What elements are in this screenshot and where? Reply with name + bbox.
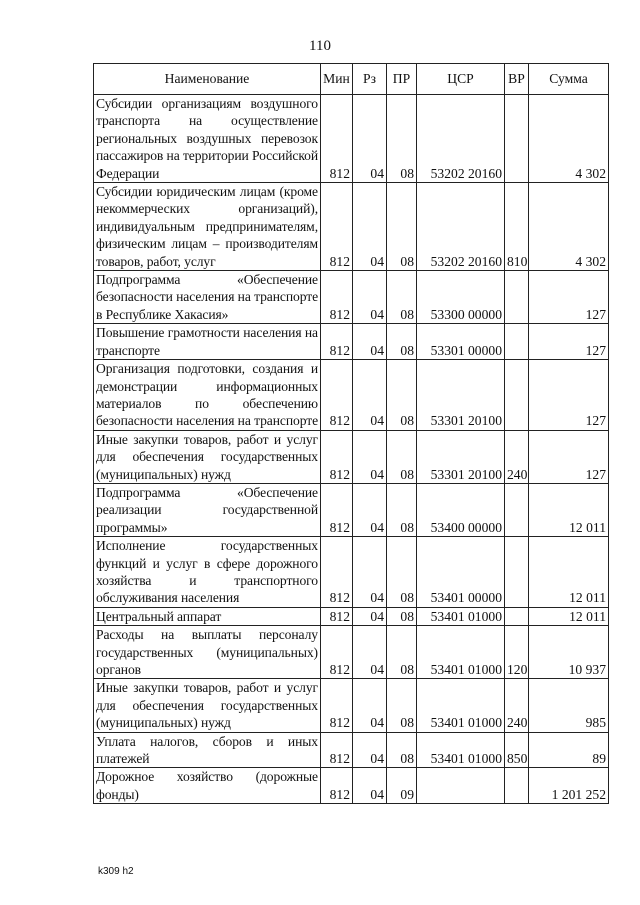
header-vr: ВР [505, 64, 529, 95]
row-rz: 04 [353, 324, 387, 360]
row-rz: 04 [353, 626, 387, 679]
table-row [94, 537, 609, 608]
page-number: 110 [309, 38, 331, 54]
header-sum: Сумма [529, 64, 609, 95]
row-csr: 53301 00000 [417, 324, 505, 360]
header-rz: Рз [353, 64, 387, 95]
row-vr [505, 271, 529, 324]
row-sum: 89 [529, 732, 609, 768]
table-row [94, 430, 609, 483]
row-rz: 04 [353, 271, 387, 324]
table-row [94, 768, 609, 804]
header-row [94, 64, 609, 95]
row-name: Иные закупки товаров, работ и услуг для обеспечения государственных (муниципальных) нужд [94, 430, 321, 483]
row-pr: 08 [387, 271, 417, 324]
row-min: 812 [321, 768, 353, 804]
header-name: Наименование [94, 64, 321, 95]
row-rz: 04 [353, 537, 387, 608]
row-name: Дорожное хозяйство (дорожные фонды) [94, 768, 321, 804]
row-rz: 04 [353, 360, 387, 431]
row-pr: 08 [387, 95, 417, 183]
row-rz: 04 [353, 607, 387, 625]
row-csr: 53401 01000 [417, 626, 505, 679]
table-row [94, 626, 609, 679]
row-min: 812 [321, 626, 353, 679]
row-min: 812 [321, 183, 353, 271]
row-name: Подпрограмма «Обеспечение реализации государственной программы» [94, 483, 321, 536]
row-sum: 12 011 [529, 483, 609, 536]
row-pr: 08 [387, 360, 417, 431]
row-sum: 4 302 [529, 183, 609, 271]
table-row [94, 271, 609, 324]
row-pr: 08 [387, 626, 417, 679]
table-body [94, 95, 609, 804]
row-name: Центральный аппарат [94, 607, 321, 625]
row-sum: 4 302 [529, 95, 609, 183]
row-pr: 08 [387, 430, 417, 483]
row-vr: 240 [505, 679, 529, 732]
table-row [94, 360, 609, 431]
table-row [94, 607, 609, 625]
row-csr: 53401 01000 [417, 679, 505, 732]
row-pr: 08 [387, 607, 417, 625]
row-csr: 53401 01000 [417, 732, 505, 768]
row-name: Организация подготовки, создания и демонстрации информационных материалов по обеспечению безопасности населения на транспорте [94, 360, 321, 431]
row-min: 812 [321, 607, 353, 625]
row-vr [505, 360, 529, 431]
row-vr: 240 [505, 430, 529, 483]
row-sum: 127 [529, 430, 609, 483]
row-rz: 04 [353, 768, 387, 804]
row-csr: 53401 01000 [417, 607, 505, 625]
row-csr: 53202 20160 [417, 183, 505, 271]
row-vr [505, 607, 529, 625]
row-pr: 08 [387, 537, 417, 608]
row-name: Субсидии юридическим лицам (кроме некоммерческих организаций), индивидуальным предпринимателям, физическим лицам – производителям товаров, работ, услуг [94, 183, 321, 271]
row-sum: 127 [529, 324, 609, 360]
row-min: 812 [321, 271, 353, 324]
footer-code: k309 h2 [98, 866, 134, 877]
table-row [94, 324, 609, 360]
header-min: Мин [321, 64, 353, 95]
row-sum: 10 937 [529, 626, 609, 679]
row-pr: 09 [387, 768, 417, 804]
row-csr: 53401 00000 [417, 537, 505, 608]
row-min: 812 [321, 95, 353, 183]
header-pr: ПР [387, 64, 417, 95]
table-row [94, 732, 609, 768]
budget-table [93, 63, 609, 804]
row-name: Подпрограмма «Обеспечение безопасности населения на транспорте в Республике Хакасия» [94, 271, 321, 324]
row-csr: 53400 00000 [417, 483, 505, 536]
row-vr: 120 [505, 626, 529, 679]
row-pr: 08 [387, 324, 417, 360]
header-csr: ЦСР [417, 64, 505, 95]
row-min: 812 [321, 732, 353, 768]
row-sum: 127 [529, 360, 609, 431]
row-pr: 08 [387, 732, 417, 768]
table-row [94, 183, 609, 271]
row-min: 812 [321, 679, 353, 732]
row-csr [417, 768, 505, 804]
row-csr: 53301 20100 [417, 430, 505, 483]
row-rz: 04 [353, 183, 387, 271]
row-vr [505, 537, 529, 608]
row-csr: 53202 20160 [417, 95, 505, 183]
row-rz: 04 [353, 430, 387, 483]
row-name: Расходы на выплаты персоналу государственных (муниципальных) органов [94, 626, 321, 679]
row-name: Уплата налогов, сборов и иных платежей [94, 732, 321, 768]
row-min: 812 [321, 430, 353, 483]
row-rz: 04 [353, 679, 387, 732]
table-row [94, 95, 609, 183]
row-vr: 850 [505, 732, 529, 768]
row-min: 812 [321, 483, 353, 536]
row-vr [505, 768, 529, 804]
row-pr: 08 [387, 679, 417, 732]
row-vr [505, 95, 529, 183]
row-sum: 12 011 [529, 607, 609, 625]
row-name: Исполнение государственных функций и услуг в сфере дорожного хозяйства и транспортного обслуживания населения [94, 537, 321, 608]
row-sum: 12 011 [529, 537, 609, 608]
row-sum: 985 [529, 679, 609, 732]
table-row [94, 483, 609, 536]
row-rz: 04 [353, 483, 387, 536]
row-rz: 04 [353, 732, 387, 768]
row-min: 812 [321, 324, 353, 360]
row-csr: 53300 00000 [417, 271, 505, 324]
row-csr: 53301 20100 [417, 360, 505, 431]
row-pr: 08 [387, 483, 417, 536]
row-name: Иные закупки товаров, работ и услуг для обеспечения государственных (муниципальных) нужд [94, 679, 321, 732]
row-vr [505, 483, 529, 536]
row-min: 812 [321, 360, 353, 431]
row-sum: 1 201 252 [529, 768, 609, 804]
row-pr: 08 [387, 183, 417, 271]
row-sum: 127 [529, 271, 609, 324]
row-name: Повышение грамотности населения на транспорте [94, 324, 321, 360]
table-row [94, 679, 609, 732]
row-vr [505, 324, 529, 360]
row-rz: 04 [353, 95, 387, 183]
row-name: Субсидии организациям воздушного транспорта на осуществление региональных воздушных перевозок пассажиров на территории Российской Федерации [94, 95, 321, 183]
row-vr: 810 [505, 183, 529, 271]
row-min: 812 [321, 537, 353, 608]
